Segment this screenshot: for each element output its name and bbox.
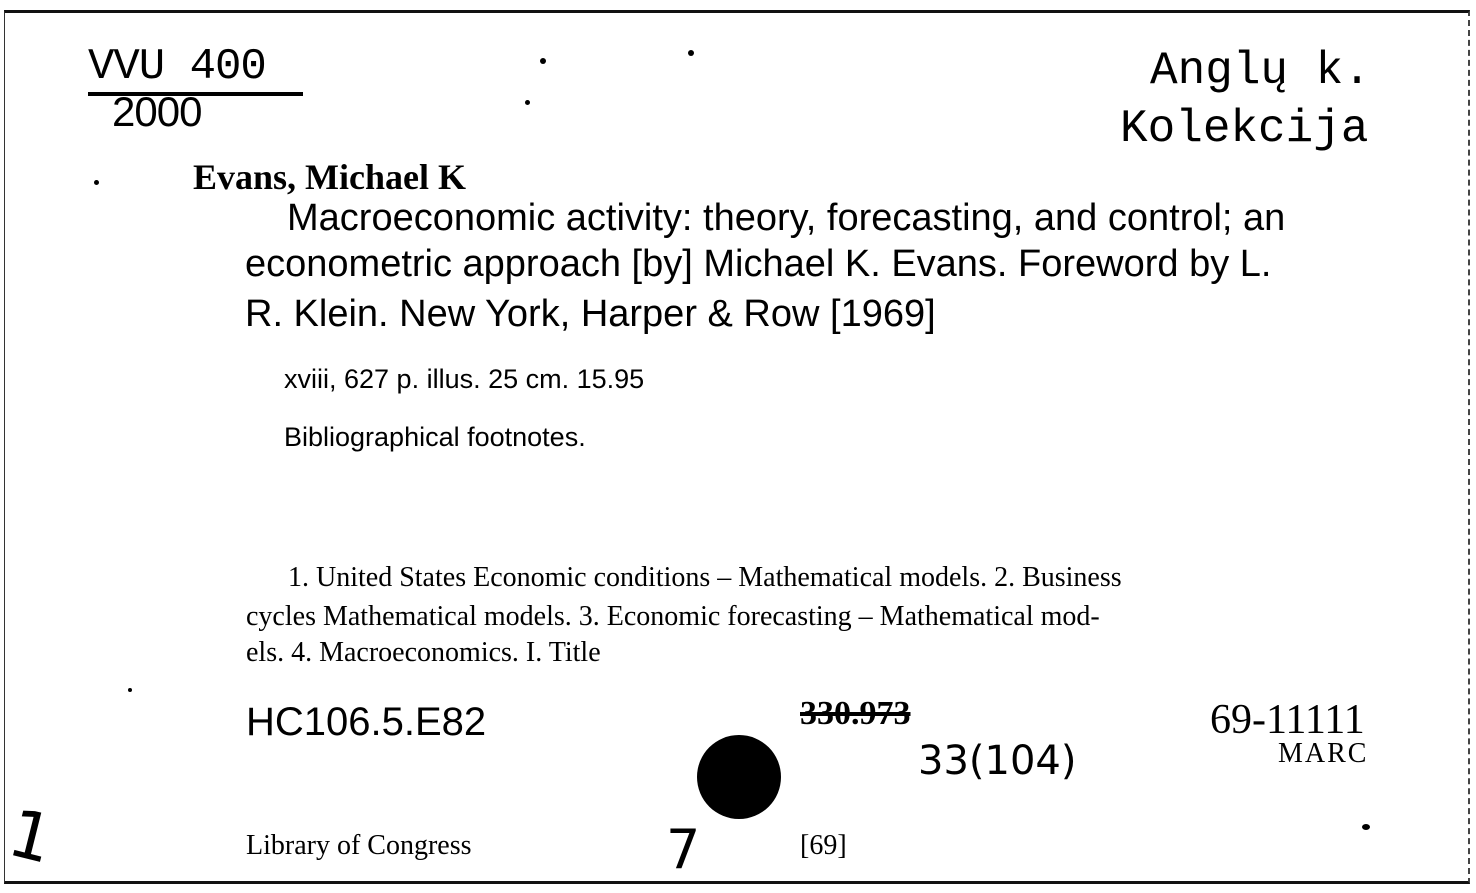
subjects-line-3: els. 4. Macroeconomics. I. Title xyxy=(246,637,601,668)
subjects-line-1: 1. United States Economic conditions – Mathematical models. 2. Business xyxy=(288,562,1122,593)
collation: xviii, 627 p. illus. 25 cm. 15.95 xyxy=(284,364,645,394)
issuer-line: Library of Congress xyxy=(246,830,472,861)
call-number-bottom: 2000 xyxy=(112,88,202,135)
scan-speck xyxy=(525,100,530,105)
scan-speck xyxy=(94,180,99,185)
card-number: 69-11111 xyxy=(1210,697,1365,743)
punch-hole xyxy=(697,735,781,819)
handwritten-seven: 7 xyxy=(666,818,701,881)
scan-speck xyxy=(128,688,132,692)
lc-classification: HC106.5.E82 xyxy=(246,700,487,744)
scan-speck xyxy=(688,50,694,56)
dewey-number-struck: 330.973 xyxy=(800,695,911,732)
call-number-top: VVU 400 xyxy=(88,42,266,92)
collection-label: Kolekcija xyxy=(1120,103,1369,155)
year-code: [69] xyxy=(800,830,847,861)
title-line-3: R. Klein. New York, Harper & Row [1969] xyxy=(245,293,936,335)
title-line-1: Macroeconomic activity: theory, forecasting, and control; an xyxy=(287,197,1286,239)
dewey-handwritten: 33(104) xyxy=(918,738,1077,784)
language-label: Anglų k. xyxy=(1150,45,1371,97)
marc-label: MARC xyxy=(1278,738,1369,769)
scan-speck xyxy=(1362,824,1370,830)
title-line-2: econometric approach [by] Michael K. Evans. Foreword by L. xyxy=(245,243,1272,285)
notes: Bibliographical footnotes. xyxy=(284,422,586,452)
author-heading: Evans, Michael K xyxy=(193,157,467,197)
handwritten-corner-mark: 1 xyxy=(1,794,61,879)
subjects-line-2: cycles Mathematical models. 3. Economic forecasting – Mathematical mod- xyxy=(246,601,1100,632)
scan-speck xyxy=(540,58,546,64)
